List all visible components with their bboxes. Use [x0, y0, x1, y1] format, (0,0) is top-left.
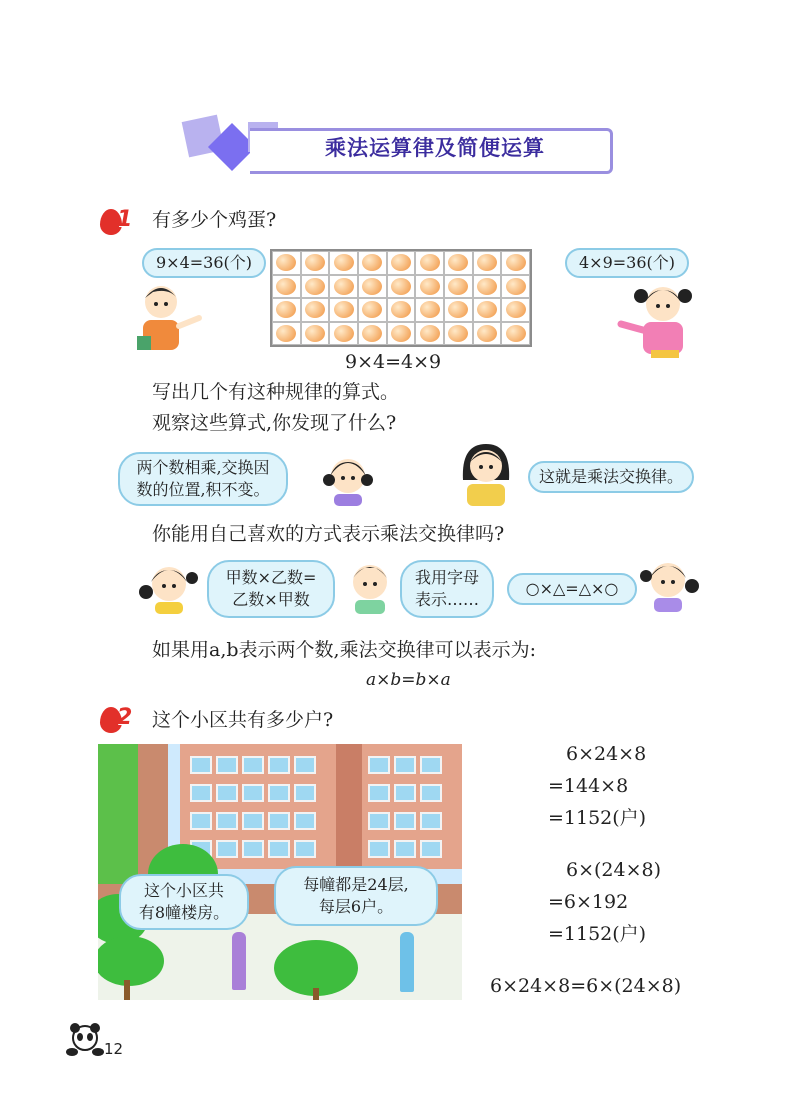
egg-icon: [391, 254, 411, 271]
section-2-question: 这个小区共有多少户?: [152, 709, 334, 731]
teacher-icon: [455, 440, 517, 506]
egg-cell: [415, 298, 444, 322]
egg-cell: [415, 322, 444, 346]
calc-2-line-1: 6×(24×8): [566, 859, 662, 881]
window: [242, 840, 264, 858]
egg-cell: [444, 322, 473, 346]
egg-cell: [387, 275, 416, 299]
egg-cell: [387, 322, 416, 346]
egg-cell: [301, 275, 330, 299]
window: [190, 812, 212, 830]
speech-bubble-commutative-explain: 两个数相乘,交换因 数的位置,积不变。: [118, 452, 288, 506]
calc-2-line-3: =1152(户): [548, 923, 647, 945]
window: [190, 784, 212, 802]
egg-cell: [501, 298, 530, 322]
egg-icon: [362, 278, 382, 295]
window: [420, 840, 442, 858]
egg-icon: [477, 301, 497, 318]
section-number: 1: [117, 207, 133, 232]
egg-cell: [444, 298, 473, 322]
speech-bubble-commutative-law: 这就是乘法交换律。: [528, 461, 694, 493]
egg-cell: [272, 298, 301, 322]
egg-icon: [506, 278, 526, 295]
speech-bubble-symbols: ○×△=△×○: [507, 573, 637, 605]
calc-1-line-2: =144×8: [548, 775, 629, 797]
egg-icon: [391, 278, 411, 295]
egg-icon: [448, 254, 468, 271]
girl-cartoon-icon: [617, 276, 699, 360]
egg-cell: [301, 322, 330, 346]
section-number: 2: [117, 705, 133, 730]
egg-cell: [329, 251, 358, 275]
window: [216, 756, 238, 774]
egg-icon: [448, 325, 468, 342]
egg-icon: [334, 301, 354, 318]
egg-icon: [420, 278, 440, 295]
calc-1-line-3: =1152(户): [548, 807, 647, 829]
egg-icon: [448, 301, 468, 318]
egg-icon: [477, 254, 497, 271]
window: [294, 812, 316, 830]
window: [242, 812, 264, 830]
egg-icon: [506, 301, 526, 318]
egg-cell: [272, 251, 301, 275]
panda-icon: [64, 1022, 106, 1058]
speech-bubble-buildings: 这个小区共 有8幢楼房。: [119, 874, 249, 930]
egg-icon: [276, 325, 296, 342]
window: [394, 812, 416, 830]
egg-icon: [506, 254, 526, 271]
girl-short-hair-icon: [320, 448, 376, 506]
window: [216, 812, 238, 830]
page-number: 12: [104, 1040, 124, 1058]
commutative-formula: a×b=b×a: [366, 670, 451, 690]
window: [268, 756, 290, 774]
egg-icon: [305, 254, 325, 271]
egg-cell: [501, 275, 530, 299]
boy-figure: [400, 932, 414, 992]
egg-cell: [329, 298, 358, 322]
girl-pigtails-icon: [137, 558, 199, 614]
boy-green-shirt-icon: [343, 556, 397, 614]
window: [394, 756, 416, 774]
section-1-marker: [100, 205, 134, 239]
tree-trunk: [313, 988, 319, 1000]
window: [368, 784, 390, 802]
egg-cell: [473, 322, 502, 346]
egg-icon: [276, 301, 296, 318]
window: [420, 812, 442, 830]
speech-bubble-right: 4×9=36(个): [565, 248, 689, 278]
egg-grid: [270, 249, 532, 347]
speech-bubble-left: 9×4=36(个): [142, 248, 266, 278]
egg-cell: [358, 275, 387, 299]
egg-cell: [473, 251, 502, 275]
egg-cell: [387, 298, 416, 322]
window: [190, 756, 212, 774]
egg-icon: [276, 278, 296, 295]
window: [294, 784, 316, 802]
egg-icon: [276, 254, 296, 271]
egg-cell: [415, 251, 444, 275]
egg-cell: [358, 251, 387, 275]
window: [268, 840, 290, 858]
egg-cell: [301, 251, 330, 275]
egg-cell: [501, 322, 530, 346]
window: [294, 756, 316, 774]
egg-icon: [362, 325, 382, 342]
egg-icon: [420, 301, 440, 318]
egg-icon: [477, 278, 497, 295]
egg-icon: [305, 278, 325, 295]
tree-trunk: [124, 980, 130, 1000]
egg-icon: [362, 301, 382, 318]
window: [268, 812, 290, 830]
window: [242, 784, 264, 802]
egg-icon: [305, 325, 325, 342]
egg-icon: [334, 254, 354, 271]
egg-icon: [391, 301, 411, 318]
egg-cell: [272, 322, 301, 346]
window: [368, 840, 390, 858]
boy-cartoon-icon: [133, 278, 205, 354]
egg-cell: [415, 275, 444, 299]
section-2-marker: [100, 703, 134, 737]
speech-bubble-floors: 每幢都是24层, 每层6户。: [274, 866, 438, 926]
egg-icon: [334, 278, 354, 295]
equation-9x4: 9×4=4×9: [345, 351, 442, 373]
egg-cell: [329, 275, 358, 299]
girl-figure: [232, 932, 246, 990]
egg-icon: [448, 278, 468, 295]
instruction-line-3: 你能用自己喜欢的方式表示乘法交换律吗?: [152, 523, 505, 545]
calc-1-line-1: 6×24×8: [566, 743, 647, 765]
egg-cell: [444, 275, 473, 299]
window: [420, 784, 442, 802]
egg-icon: [420, 325, 440, 342]
speech-bubble-words: 甲数×乙数= 乙数×甲数: [207, 560, 335, 618]
egg-icon: [477, 325, 497, 342]
window: [420, 756, 442, 774]
egg-cell: [444, 251, 473, 275]
window: [394, 840, 416, 858]
egg-cell: [473, 275, 502, 299]
instruction-line-4: 如果用a,b表示两个数,乘法交换律可以表示为:: [152, 639, 536, 661]
egg-icon: [305, 301, 325, 318]
speech-bubble-letters: 我用字母 表示……: [400, 560, 494, 618]
window: [368, 812, 390, 830]
egg-icon: [391, 325, 411, 342]
instruction-line-1: 写出几个有这种规律的算式。: [152, 381, 400, 403]
page-title: 乘法运算律及简便运算: [325, 136, 545, 160]
egg-icon: [506, 325, 526, 342]
calc-2-line-2: =6×192: [548, 891, 629, 913]
window: [368, 756, 390, 774]
building-middle: [336, 744, 362, 869]
window: [216, 840, 238, 858]
window: [394, 784, 416, 802]
egg-icon: [334, 325, 354, 342]
egg-cell: [358, 298, 387, 322]
associative-conclusion: 6×24×8=6×(24×8): [490, 975, 682, 997]
egg-cell: [301, 298, 330, 322]
instruction-line-2: 观察这些算式,你发现了什么?: [152, 412, 397, 434]
egg-cell: [473, 298, 502, 322]
egg-cell: [501, 251, 530, 275]
window: [242, 756, 264, 774]
section-1-question: 有多少个鸡蛋?: [152, 209, 277, 231]
egg-cell: [272, 275, 301, 299]
window: [294, 840, 316, 858]
egg-cell: [329, 322, 358, 346]
girl-purple-shirt-icon: [636, 552, 702, 612]
window: [268, 784, 290, 802]
egg-cell: [358, 322, 387, 346]
egg-icon: [420, 254, 440, 271]
egg-icon: [362, 254, 382, 271]
egg-cell: [387, 251, 416, 275]
window: [216, 784, 238, 802]
